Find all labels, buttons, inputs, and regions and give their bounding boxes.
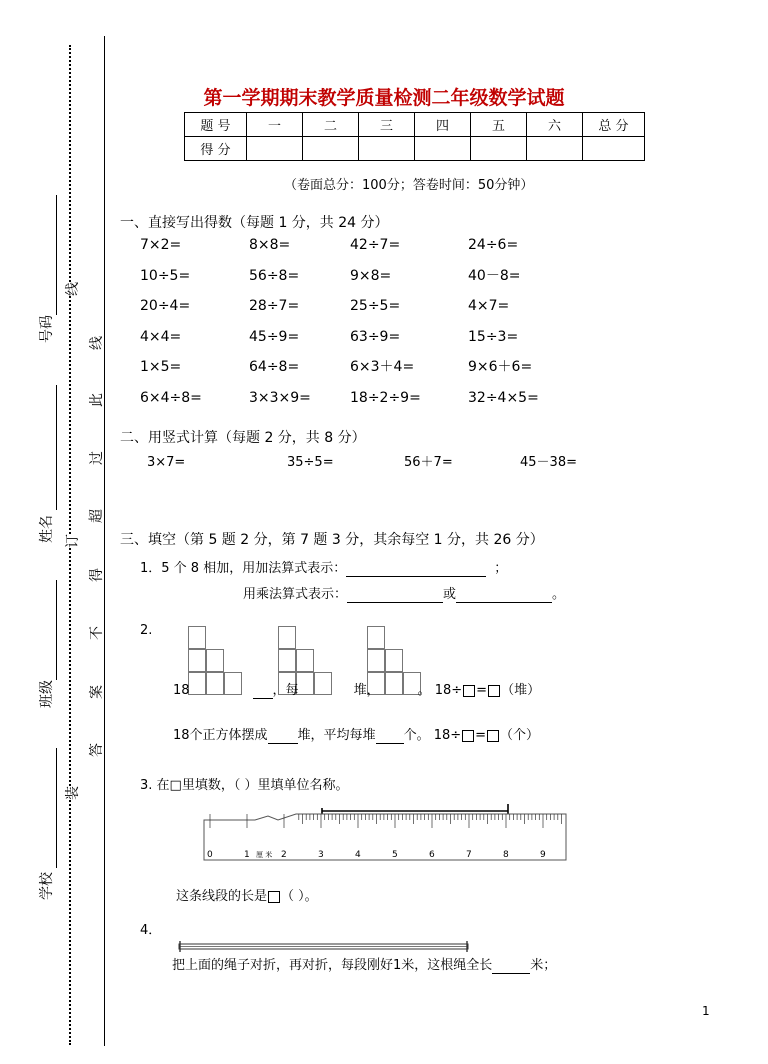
header-cell: 六 xyxy=(527,113,583,137)
score-table-header-row xyxy=(185,113,645,137)
binding-mark-ding: 订 xyxy=(62,534,82,548)
ruler-number: 1 xyxy=(244,850,250,860)
q2-l2-unit: （个） xyxy=(500,728,540,743)
cube xyxy=(385,649,403,672)
score-cell[interactable] xyxy=(583,137,645,161)
score-cell[interactable] xyxy=(415,137,471,161)
q1-or: 或 xyxy=(443,587,457,602)
q4-text xyxy=(172,958,556,974)
section3-heading: 三、填空（第 5 题 2 分，第 7 题 3 分，其余每空 1 分，共 26 分） xyxy=(120,532,544,548)
cube xyxy=(278,649,296,672)
warning-char: 得 xyxy=(89,568,105,582)
q3-answer-b: （ ）。 xyxy=(281,889,318,904)
answer-box[interactable] xyxy=(463,685,475,697)
warning-char: 线 xyxy=(89,336,105,350)
field-underline xyxy=(56,195,57,315)
header-cell: 总 分 xyxy=(583,113,645,137)
oral-calc-item: 4×4= xyxy=(140,328,182,345)
q1-blank-addition[interactable] xyxy=(346,563,486,577)
q4-blank[interactable] xyxy=(492,960,530,974)
section2-heading: 二、用竖式计算（每题 2 分，共 8 分） xyxy=(120,430,366,446)
header-cell: 二 xyxy=(303,113,359,137)
oral-calc-item: 9×6＋6= xyxy=(468,359,533,375)
field-underline xyxy=(56,385,57,510)
header-cell: 五 xyxy=(471,113,527,137)
section1-heading: 一、直接写出得数（每题 1 分，共 24 分） xyxy=(120,215,389,231)
field-label-xingming: 姓名 xyxy=(39,515,55,543)
oral-calc-item: 24÷6= xyxy=(468,237,519,253)
field-underline xyxy=(56,748,57,868)
ruler-number: 7 xyxy=(466,850,472,860)
oral-calc-item: 32÷4×5= xyxy=(468,389,539,406)
warning-char: 超 xyxy=(89,509,105,523)
oral-calc-item: 18÷2÷9= xyxy=(350,389,421,406)
oral-calc-item: 7×2= xyxy=(140,237,182,253)
oral-calc-item: 15÷3= xyxy=(468,328,519,345)
oral-calc-item: 8×8= xyxy=(249,237,291,253)
ruler-unit-label: 厘 米 xyxy=(256,851,273,859)
oral-calc-item: 64÷8= xyxy=(249,359,300,375)
vertical-calc-item: 56＋7= xyxy=(404,455,453,470)
q2-l1-eq: = xyxy=(476,683,488,698)
vertical-calc-item: 45－38= xyxy=(520,455,577,470)
ruler-number: 9 xyxy=(540,850,546,860)
cube xyxy=(367,626,385,649)
q2-line2 xyxy=(173,728,539,744)
vertical-calc-item: 35÷5= xyxy=(287,455,334,470)
q1-text-a: 1．5 个 8 相加，用加法算式表示： xyxy=(140,561,347,576)
oral-calc-item: 45÷9= xyxy=(249,328,300,345)
oral-calc-item: 42÷7= xyxy=(350,237,401,253)
score-cell[interactable] xyxy=(527,137,583,161)
q2-line1 xyxy=(173,683,540,699)
cube xyxy=(188,649,206,672)
ruler-number: 4 xyxy=(355,850,361,860)
field-label-banji: 班级 xyxy=(39,680,55,708)
oral-calc-item: 4×7= xyxy=(468,298,510,314)
q2-l1-d: 。 18÷ xyxy=(417,683,463,698)
q2-l1-b: ，每 xyxy=(272,683,299,698)
rope-image xyxy=(178,941,470,953)
oral-calc-item: 1×5= xyxy=(140,359,182,375)
cube xyxy=(278,626,296,649)
warning-char: 此 xyxy=(89,393,105,407)
answer-box[interactable] xyxy=(462,730,474,742)
answer-box[interactable] xyxy=(488,685,500,697)
header-cell: 题 号 xyxy=(185,113,247,137)
binding-solid-line xyxy=(104,36,105,1046)
header-cell: 一 xyxy=(247,113,303,137)
oral-calc-item: 3×3×9= xyxy=(249,389,311,406)
header-cell: 三 xyxy=(359,113,415,137)
page-title: 第一学期期末教学质量检测二年级数学试题 xyxy=(203,87,565,109)
field-label-haoma: 号码 xyxy=(39,315,55,343)
q2-l2-a: 18个正方体摆成 xyxy=(173,728,268,743)
q4-number: 4． xyxy=(140,923,162,938)
ruler-number: 6 xyxy=(429,850,435,860)
binding-mark-xian: 线 xyxy=(62,282,82,296)
page-number: 1 xyxy=(702,1004,710,1018)
q2-l2-b: 堆，平均每堆 xyxy=(297,728,376,743)
q2-blank[interactable] xyxy=(376,730,404,744)
score-cell[interactable] xyxy=(471,137,527,161)
q2-number: 2. xyxy=(140,623,153,638)
warning-char: 答 xyxy=(89,743,105,757)
binding-mark-zhuang: 装 xyxy=(62,786,82,800)
q1-line-a xyxy=(140,561,507,577)
q1-text-b: 用乘法算式表示： xyxy=(243,587,348,602)
oral-calc-item: 25÷5= xyxy=(350,298,401,314)
q4-text-b: 米； xyxy=(530,958,557,973)
q2-l1-c: 堆， xyxy=(353,683,380,698)
ruler-number: 0 xyxy=(207,850,213,860)
field-label-xuexiao: 学校 xyxy=(39,872,55,900)
q1-end: ； xyxy=(494,561,508,576)
oral-calc-item: 40－8= xyxy=(468,267,521,284)
q2-l2-eq: = xyxy=(475,728,487,743)
oral-calc-item: 9×8= xyxy=(350,267,392,284)
oral-calc-item: 56÷8= xyxy=(249,267,300,284)
oral-calc-item: 6×3＋4= xyxy=(350,359,415,375)
q3-answer xyxy=(176,889,318,905)
warning-char: 案 xyxy=(89,685,105,699)
oral-calc-item: 10÷5= xyxy=(140,267,191,284)
row-label: 得 分 xyxy=(185,137,247,161)
q3-text: 3. 在□里填数，（ ）里填单位名称。 xyxy=(140,778,349,793)
q2-l1-unit: （堆） xyxy=(501,683,541,698)
q3-answer-a: 这条线段的长是 xyxy=(176,889,268,904)
q1-blank-mult-1[interactable] xyxy=(347,589,443,603)
q4-text-a: 把上面的绳子对折，再对折，每段刚好1米，这根绳全长 xyxy=(172,958,493,973)
ruler-image xyxy=(200,800,570,868)
q1-line-b xyxy=(243,587,565,603)
cube xyxy=(367,649,385,672)
ruler-number: 8 xyxy=(503,850,509,860)
score-cell[interactable] xyxy=(303,137,359,161)
oral-calc-item: 28÷7= xyxy=(249,298,300,314)
cube xyxy=(296,649,314,672)
ruler-number: 2 xyxy=(281,850,287,860)
q2-l1-a: 18 xyxy=(173,683,190,698)
q1-blank-mult-2[interactable] xyxy=(456,589,552,603)
oral-calc-item: 20÷4= xyxy=(140,298,191,314)
score-table xyxy=(184,112,645,161)
q2-blank[interactable] xyxy=(268,730,298,744)
ruler-number: 3 xyxy=(318,850,324,860)
ruler-number: 5 xyxy=(392,850,398,860)
answer-box[interactable] xyxy=(487,730,499,742)
warning-char: 过 xyxy=(89,451,105,465)
q2-l2-c: 个。 18÷ xyxy=(403,728,462,743)
exam-info: （卷面总分：100分；答卷时间：50分钟） xyxy=(284,178,534,193)
score-cell[interactable] xyxy=(359,137,415,161)
oral-calc-item: 63÷9= xyxy=(350,328,401,345)
score-cell[interactable] xyxy=(247,137,303,161)
score-table-score-row xyxy=(185,137,645,161)
cube xyxy=(188,626,206,649)
oral-calc-item: 6×4÷8= xyxy=(140,389,202,406)
warning-char: 不 xyxy=(89,626,105,640)
header-cell: 四 xyxy=(415,113,471,137)
answer-box[interactable] xyxy=(268,891,280,903)
field-underline xyxy=(56,580,57,680)
measured-segment-bracket xyxy=(322,804,508,815)
vertical-calc-item: 3×7= xyxy=(147,455,186,470)
q2-blank[interactable] xyxy=(253,685,273,699)
q1-period: 。 xyxy=(552,587,566,602)
cube xyxy=(206,649,224,672)
